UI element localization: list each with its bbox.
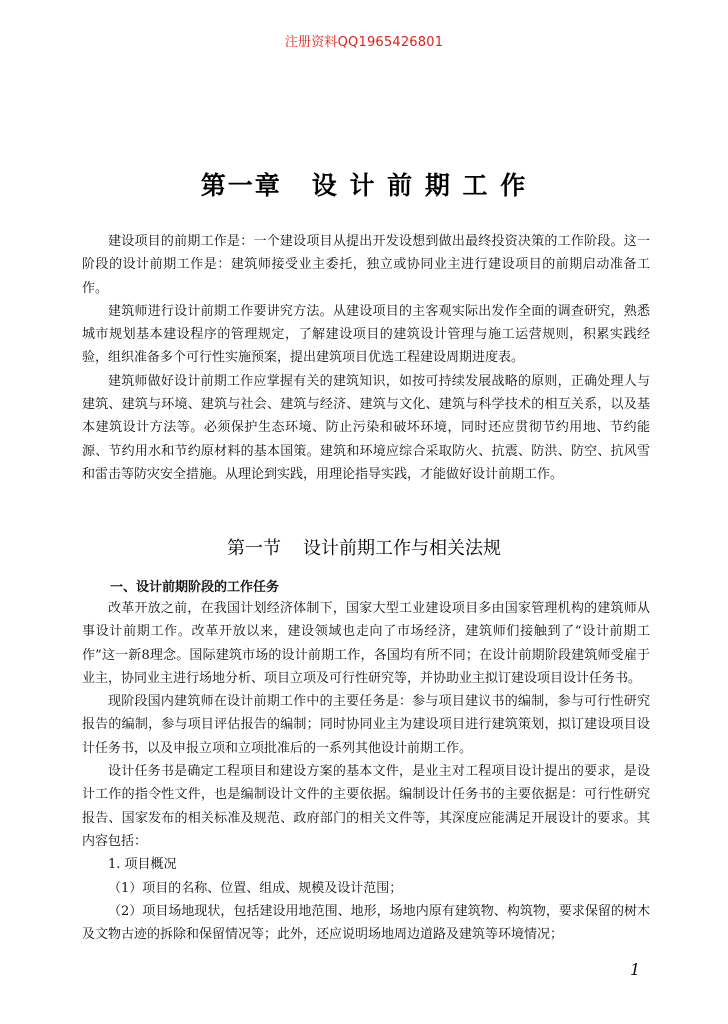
section-name: 设计前期工作与相关法规 [303, 538, 501, 559]
subsection-title: 一、设计前期阶段的工作任务 [110, 580, 280, 595]
section-title [0, 534, 728, 560]
list-item: （2）项目场地现状，包括建设用地范围、地形，场地内原有建筑物、构筑物，要求保留的树木及文物古迹的拆除和保留情况等；此外，还应说明场地周边道路及建筑等环境情况； [82, 903, 650, 943]
paragraph: 建筑师进行设计前期工作要讲究方法。从建设项目的主客观实际出发作全面的调查研究，熟悉城市规划基本建设程序的管理规定，了解建设项目的建筑设计管理与施工运营规则，积累实践经验，组织准备多个可行性实施预案，提出建筑项目优选工程建设周期进度表。 [82, 303, 650, 366]
paragraph: 建筑师做好设计前期工作应掌握有关的建筑知识，如按可持续发展战略的原则，正确处理人与建筑、建筑与环境、建筑与社会、建筑与经济、建筑与文化、建筑与科学技术的相互关系，以及基本建筑设计方法等。必须保护生态环境、防止污染和破坏环境，同时还应贯彻节约用地、节约能源、节约用水和节约原材料的基本国策。建筑和环境应综合采取防火、抗震、防洪、防空、抗风雪和雷击等防灾安全措施。从理论到实践，用理论指导实践，才能做好设计前期工作。 [82, 373, 650, 482]
list-item: （1）项目的名称、位置、组成、规模及设计范围； [108, 880, 403, 896]
intro-text [82, 230, 650, 486]
paragraph: 建设项目的前期工作是：一个建设项目从提出开发设想到做出最终投资决策的工作阶段。这一阶段的设计前期工作是：建筑师接受业主委托，独立或协同业主进行建设项目的前期启动准备工作。 [82, 234, 650, 296]
paragraph: 设计任务书是确定工程项目和建设方案的基本文件，是业主对工程项目设计提出的要求，是设计工作的指令性文件，也是编制设计文件的主要依据。编制设计任务书的主要依据是：可行性研究报告、国家发布的相关标准及规范、政府部门的相关文件等，其深度应能满足开展设计的要求。其内容包括： [82, 764, 650, 849]
section-label: 第一节 [227, 538, 281, 559]
paragraph: 改革开放之前，在我国计划经济体制下，国家大型工业建设项目多由国家管理机构的建筑师从事设计前期工作。改革开放以来，建设领域也走向了市场经济，建筑师们接触到了“设计前期工作”这一新8理念。国际建筑市场的设计前期工作，各国均有所不同；在设计前期阶段建筑师受雇于业主，协同业主进行场地分析、项目立项及可行性研究等，并协助业主拟订建设项目设计任务书。 [82, 601, 650, 686]
list-heading: 1. 项目概况 [108, 857, 177, 873]
chapter-name: 设 计 前 期 工 作 [311, 171, 528, 200]
paragraph: 现阶段国内建筑师在设计前期工作中的主要任务是：参与项目建议书的编制，参与可行性研究报告的编制，参与项目评估报告的编制；同时协同业主为建设项目进行建筑策划，拟订建设项目设计任务书，以及申报立项和立项批准后的一系列其他设计前期工作。 [82, 694, 650, 756]
chapter-title [0, 166, 728, 202]
chapter-label: 第一章 [200, 171, 282, 200]
watermark-text: 注册资料QQ1965426801 [284, 35, 444, 50]
page-number: 1 [630, 960, 641, 979]
section-body-text [82, 597, 650, 946]
